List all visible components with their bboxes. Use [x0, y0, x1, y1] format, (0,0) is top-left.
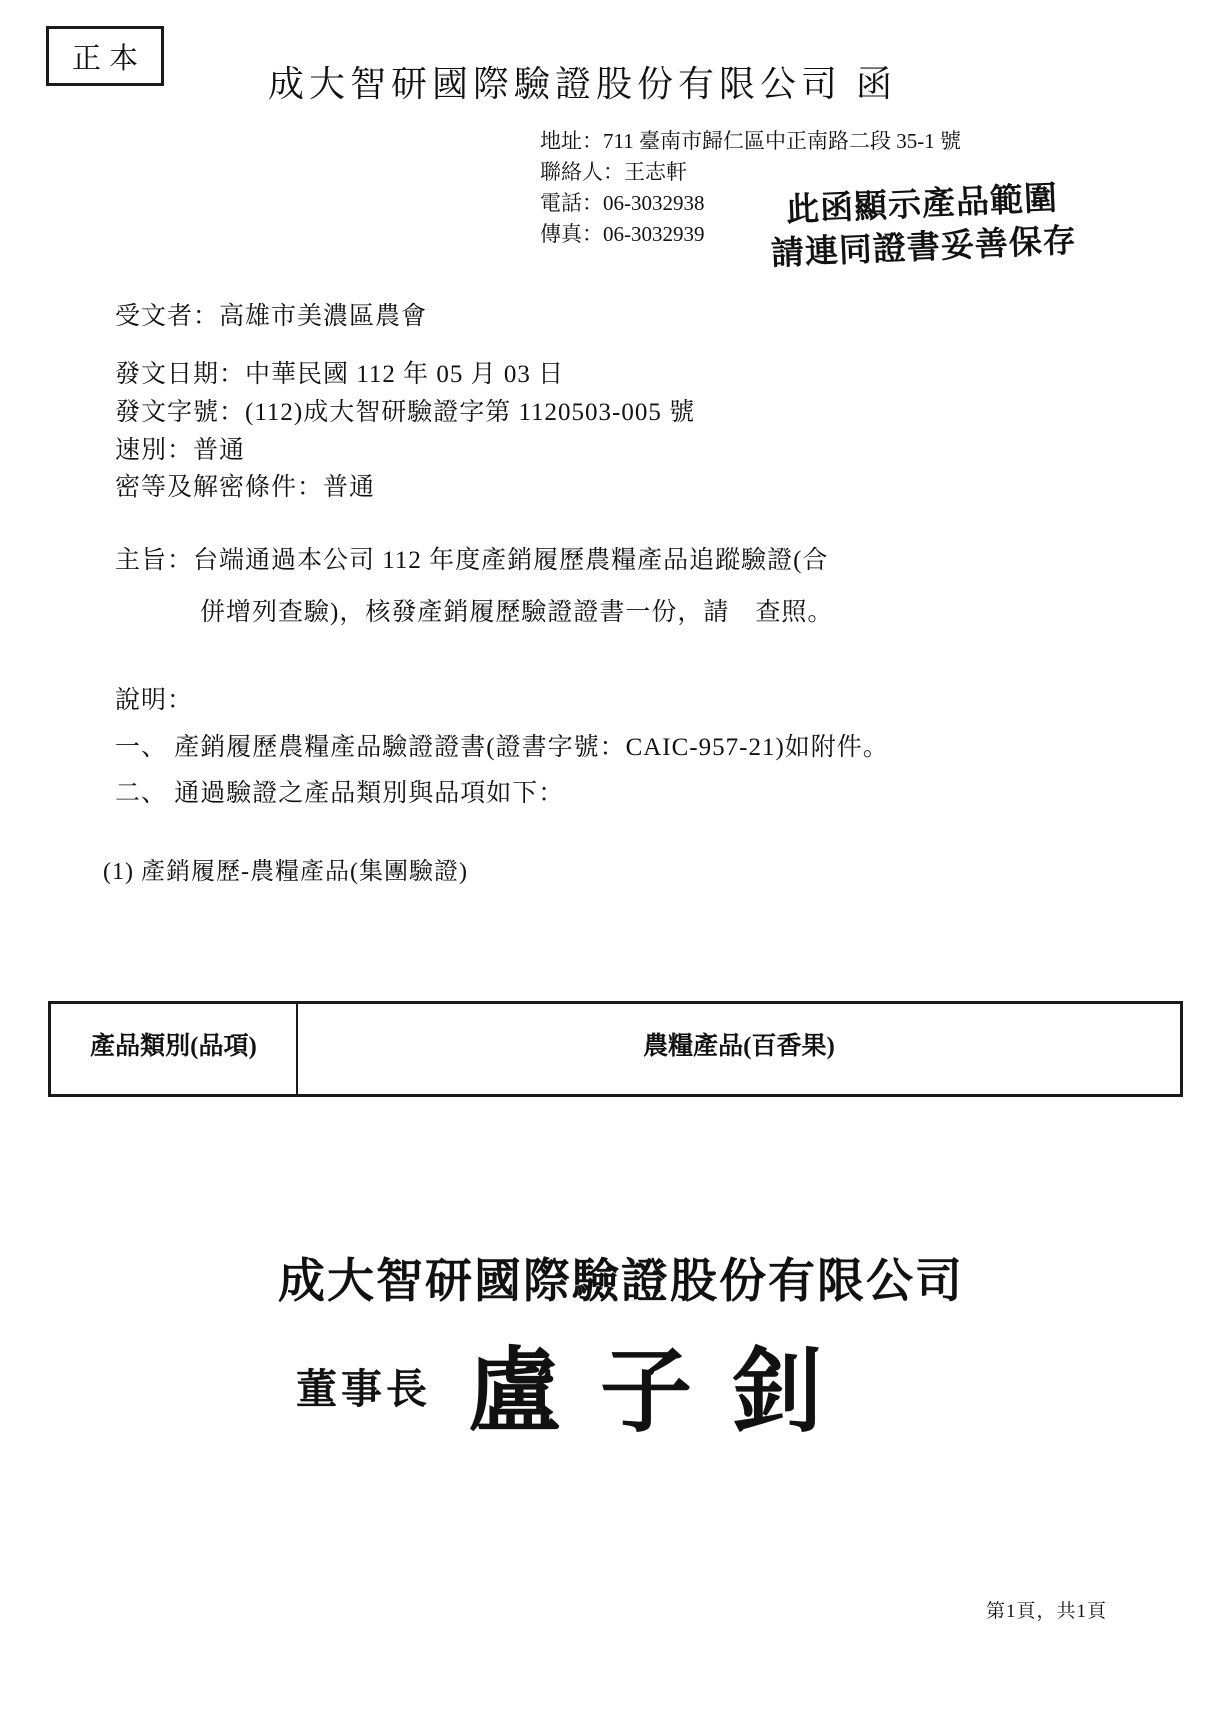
notice-stamp-line1: 此函顯示產品範圍	[785, 181, 1059, 229]
copy-type-label: 正本	[71, 42, 146, 75]
issue-date-line: 發文日期：中華民國 112 年 05 月 03 日	[115, 361, 565, 388]
notice-stamp	[726, 176, 1119, 279]
page-number-footer: 第1頁，共1頁	[986, 1601, 1108, 1622]
table-value-cell: 農糧產品(百香果)	[643, 1033, 835, 1060]
signature-company-name: 成大智研國際驗證股份有限公司	[278, 1256, 964, 1308]
description-item-1: 一、 產銷履歷農糧產品驗證證書(證書字號：CAIC-957-21)如附件。	[115, 734, 889, 761]
subject-line1: 主旨：台端通過本公司 112 年度產銷履歷農糧產品追蹤驗證(合	[115, 547, 829, 574]
sender-contact: 聯絡人：王志軒	[540, 160, 687, 184]
signature-chairman-name: 盧子釗	[468, 1341, 865, 1443]
description-sub-item: (1) 產銷履歷-農糧產品(集團驗證)	[103, 859, 468, 885]
sender-phone: 電話：06-3032938	[540, 191, 705, 215]
subject-line2: 併增列查驗)，核發產銷履歷驗證證書一份，請 查照。	[200, 599, 834, 626]
recipient-line: 受文者：高雄市美濃區農會	[115, 303, 428, 330]
speed-class-line: 速別：普通	[115, 437, 246, 464]
notice-stamp-line2: 請連同證書妥善保存	[770, 223, 1078, 273]
signature-title: 董事長	[296, 1366, 431, 1412]
table-header-cell: 產品類別(品項)	[51, 1004, 298, 1094]
document-title: 成大智研國際驗證股份有限公司 函	[268, 64, 898, 104]
doc-number-line: 發文字號：(112)成大智研驗證字第 1120503-005 號	[115, 399, 696, 426]
security-class-line: 密等及解密條件：普通	[115, 474, 376, 501]
product-category-table	[48, 1001, 1183, 1097]
copy-type-box	[46, 26, 164, 86]
sender-address: 地址：711 臺南市歸仁區中正南路二段 35-1 號	[540, 129, 961, 153]
sender-fax: 傳真：06-3032939	[540, 222, 705, 246]
description-item-2: 二、 通過驗證之產品類別與品項如下：	[115, 780, 565, 807]
description-heading: 說明：	[115, 687, 194, 714]
